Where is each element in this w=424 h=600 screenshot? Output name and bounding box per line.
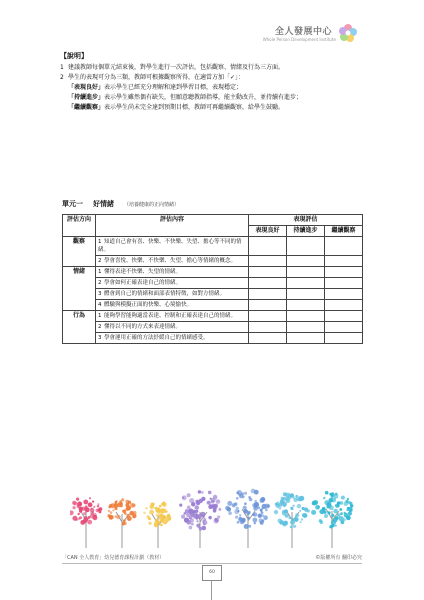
item-num: 1 [98, 239, 102, 245]
checkbox-good[interactable] [249, 322, 287, 333]
tree-icon [311, 491, 353, 548]
checkbox-observe[interactable] [325, 322, 363, 333]
content-cell [96, 278, 249, 289]
checkbox-observe[interactable] [325, 333, 363, 344]
unit-heading [62, 199, 179, 209]
footer-course: 「CAN 全人教育」幼兒德育課程計劃（教材） [62, 555, 165, 561]
tree-icon [225, 489, 270, 548]
content-cell [96, 322, 249, 333]
level-label: 「繼續觀察」 [68, 104, 105, 111]
item-num: 1 [98, 313, 102, 319]
checkbox-good[interactable] [249, 237, 287, 256]
content-cell [96, 237, 249, 256]
checkbox-progress[interactable] [287, 322, 325, 333]
item-text: 學會運用正確的方法紓緩自己的情緒感受。 [104, 335, 209, 341]
unit-topic: 好情緒 [93, 200, 114, 208]
subheader-good: 表現良好 [249, 226, 287, 237]
checkbox-observe[interactable] [325, 300, 363, 311]
content-cell [96, 333, 249, 344]
level-progress [60, 93, 370, 103]
table-row [63, 256, 363, 267]
header-content: 評估內容 [96, 215, 249, 237]
header-dimension: 評估方向 [63, 215, 96, 237]
page-number-line [211, 580, 212, 600]
content-cell [96, 267, 249, 278]
page-number: 60 [202, 565, 222, 581]
level-text: 表示學生已經充分理解和達到學習目標，表現穩定； [104, 84, 243, 91]
tree-icon [70, 497, 102, 548]
tree-icon [108, 498, 137, 548]
checkbox-good[interactable] [249, 267, 287, 278]
subheader-progress: 持續進步 [287, 226, 325, 237]
instruction-text: 學生的表現可分為三類，教師可根據觀察所得，在適當方加「✓」： [68, 74, 245, 81]
level-label: 「表現良好」 [68, 84, 105, 91]
checkbox-progress[interactable] [287, 278, 325, 289]
table-row [63, 311, 363, 322]
content-cell [96, 256, 249, 267]
instructions-title: 【說明】 [60, 52, 88, 60]
decorative-trees [70, 488, 360, 550]
table-row [63, 322, 363, 333]
content-cell [96, 311, 249, 322]
dimension-cell: 觀察 [63, 237, 96, 267]
checkbox-observe[interactable] [325, 256, 363, 267]
evaluation-table [62, 214, 363, 344]
checkbox-progress[interactable] [287, 300, 325, 311]
item-text: 知道自己會有喜、快樂、不快樂、失望、擔心等不同的情緒。 [98, 239, 242, 253]
level-observe [60, 103, 370, 113]
instruction-item [60, 73, 370, 83]
logo-flower-icon [338, 23, 358, 43]
unit-note: （培養健康的正向情緒） [124, 202, 180, 208]
checkbox-progress[interactable] [287, 237, 325, 256]
item-num: 3 [98, 291, 102, 297]
level-text: 表示學生雖然偶有缺失，但願意聽教師指導，能主動改升，並持續有進步； [104, 94, 303, 101]
item-num: 2 [98, 280, 102, 286]
tree-icon [274, 492, 310, 548]
checkbox-progress[interactable] [287, 256, 325, 267]
item-text: 體會到自己的情緒和面部表情特徵，如對方情緒。 [104, 291, 226, 297]
table-row [63, 267, 363, 278]
table-row [63, 333, 363, 344]
checkbox-observe[interactable] [325, 267, 363, 278]
checkbox-progress[interactable] [287, 333, 325, 344]
dimension-cell: 情緒 [63, 267, 96, 311]
table-row [63, 300, 363, 311]
instruction-item [60, 63, 370, 73]
checkbox-progress[interactable] [287, 311, 325, 322]
item-text: 體驗與模擬正面的快樂、心境愉快。 [104, 302, 193, 308]
checkbox-good[interactable] [249, 333, 287, 344]
level-label: 「持續進步」 [68, 94, 105, 101]
level-text: 表示學生尚未完全達到預期目標，教師可再繼續觀察，給學生鼓勵。 [104, 104, 285, 111]
checkbox-good[interactable] [249, 300, 287, 311]
instruction-num: 2 [60, 74, 64, 81]
checkbox-progress[interactable] [287, 267, 325, 278]
checkbox-observe[interactable] [325, 237, 363, 256]
level-good [60, 83, 370, 93]
item-num: 1 [98, 269, 102, 275]
checkbox-observe[interactable] [325, 311, 363, 322]
instruction-text: 建議教師每個單元結束後，對學生進行一次評估，包括觀察、情緒及行為三方面。 [68, 64, 285, 71]
item-text: 懂得以不同的方式來表達情緒。 [104, 324, 182, 330]
item-text: 懂得表達不快樂、失望的情緒。 [104, 269, 182, 275]
item-text: 學會喜悅、快樂、不快樂、失望、擔心等情緒的概念。 [104, 258, 237, 264]
table-row [63, 237, 363, 256]
item-num: 2 [98, 324, 102, 330]
header-performance: 表現評估 [249, 215, 363, 226]
footer-divider [62, 563, 362, 564]
checkbox-observe[interactable] [325, 278, 363, 289]
tree-icon [143, 502, 171, 549]
subheader-observe: 繼續觀察 [325, 226, 363, 237]
tree-icon [179, 490, 221, 548]
checkbox-observe[interactable] [325, 289, 363, 300]
item-num: 2 [98, 258, 102, 264]
logo-subtitle: Whole Person Development Institute [262, 37, 336, 42]
content-cell [96, 300, 249, 311]
instructions [60, 51, 370, 113]
logo [248, 23, 358, 51]
checkbox-progress[interactable] [287, 289, 325, 300]
table-row [63, 278, 363, 289]
checkbox-good[interactable] [249, 278, 287, 289]
checkbox-good[interactable] [249, 311, 287, 322]
table-row [63, 289, 363, 300]
footer-copyright: ©版權所有 翻印必究 [315, 555, 362, 561]
item-text: 學會如何正確表達自己的情緒。 [104, 280, 182, 286]
logo-name: 全人發展中心 [274, 27, 332, 37]
item-text: 能夠學習能夠適當表達、控制和正確表達自己的情緒。 [104, 313, 237, 319]
item-num: 4 [98, 302, 102, 308]
dimension-cell: 行為 [63, 311, 96, 344]
table-header-row [63, 215, 363, 226]
checkbox-good[interactable] [249, 289, 287, 300]
item-num: 3 [98, 335, 102, 341]
content-cell [96, 289, 249, 300]
checkbox-good[interactable] [249, 256, 287, 267]
unit-label: 單元一 [62, 200, 83, 208]
instruction-num: 1 [60, 64, 64, 71]
